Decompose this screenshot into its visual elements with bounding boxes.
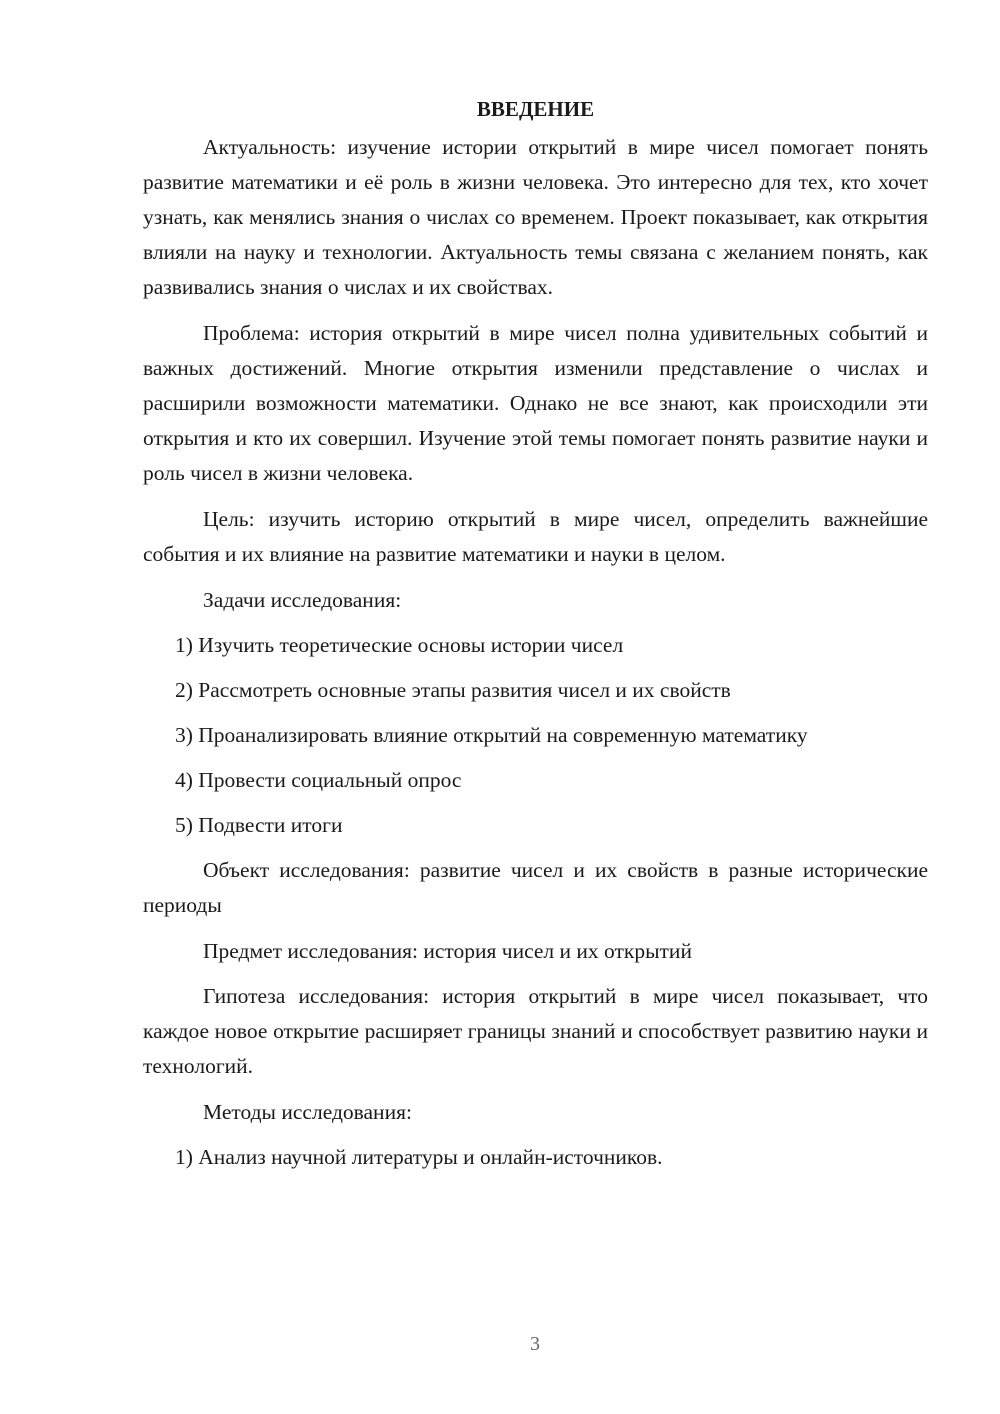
task-item-2: 2) Рассмотреть основные этапы развития чисел и их свойств (175, 678, 731, 702)
task-item-3: 3) Проанализировать влияние открытий на современную математику (175, 723, 808, 747)
document-page (143, 92, 928, 1185)
task-item-4: 4) Провести социальный опрос (175, 768, 462, 792)
method-item-1: 1) Анализ научной литературы и онлайн-источников. (175, 1145, 663, 1169)
task-item-1: 1) Изучить теоретические основы истории чисел (175, 633, 624, 657)
subject-line: Предмет исследования: история чисел и их открытий (203, 939, 692, 963)
hypothesis-paragraph: Гипотеза исследования: история открытий в мире чисел показывает, что каждое новое открытие расширяет границы знаний и способствует развитию науки и технологий. (143, 984, 928, 1078)
tasks-heading: Задачи исследования: (203, 588, 402, 612)
page-number: 3 (530, 1333, 540, 1355)
problem-paragraph: Проблема: история открытий в мире чисел полна удивительных событий и важных достижений. Многие открытия изменили представление о числах и расширили возможности математики. Однако не все знают, как происходили эти открытия и кто их совершил. Изучение этой темы помогает понять развитие науки и роль чисел в жизни человека. (143, 321, 928, 485)
object-paragraph: Объект исследования: развитие чисел и их свойств в разные исторические периоды (143, 858, 928, 917)
task-item-5: 5) Подвести итоги (175, 813, 343, 837)
page-title: ВВЕДЕНИЕ (476, 97, 595, 121)
methods-heading: Методы исследования: (203, 1100, 412, 1124)
goal-paragraph: Цель: изучить историю открытий в мире чисел, определить важнейшие события и их влияние на развитие математики и науки в целом. (143, 507, 928, 566)
relevance-paragraph: Актуальность: изучение истории открытий в мире чисел помогает понять развитие математики и её роль в жизни человека. Это интересно для тех, кто хочет узнать, как менялись знания о числах со временем. Проект показывает, как открытия влияли на науку и технологии. Актуальность темы связана с желанием понять, как развивались знания о числах и их свойствах. (143, 135, 928, 299)
